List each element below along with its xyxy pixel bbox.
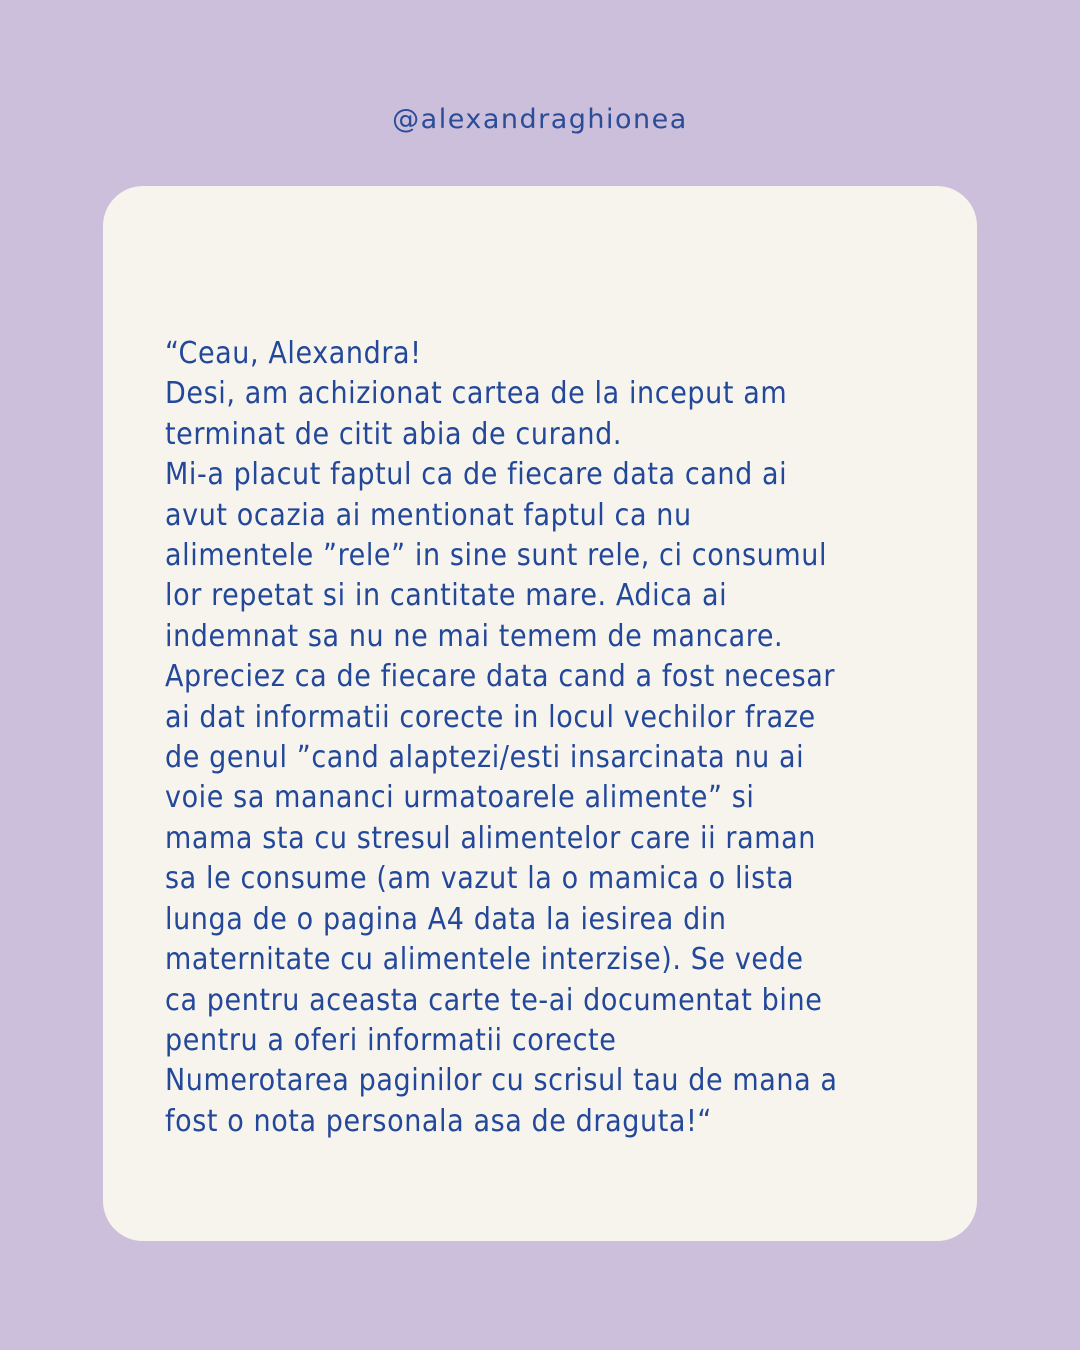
quote-line: mama sta cu stresul alimentelor care ii raman	[165, 820, 816, 856]
quote-line: ca pentru aceasta carte te-ai documentat bine	[165, 982, 823, 1018]
quote-line: avut ocazia ai mentionat faptul ca nu	[165, 497, 692, 533]
quote-line: indemnat sa nu ne mai temem de mancare.	[165, 618, 784, 654]
quote-line: alimentele ”rele” in sine sunt rele, ci consumul	[165, 538, 828, 574]
quote-line: de genul ”cand alaptezi/esti insarcinata nu ai	[165, 740, 805, 776]
quote-line: voie sa mananci urmatoarele alimente” si	[165, 780, 755, 816]
quote-line: “Ceau, Alexandra!	[165, 336, 422, 371]
quote-line: maternitate cu alimentele interzise). Se vede	[165, 942, 804, 978]
quote-line: pentru a oferi informatii corecte	[165, 1022, 617, 1058]
quote-line: fost o nota personala asa de draguta!“	[165, 1103, 712, 1139]
quote-line: Numerotarea paginilor cu scrisul tau de mana a	[165, 1063, 838, 1099]
quote-line: Desi, am achizionat cartea de la inceput am	[165, 376, 788, 412]
testimonial-quote	[165, 334, 935, 1142]
quote-line: Apreciez ca de fiecare data cand a fost necesar	[165, 659, 836, 695]
quote-line: Mi-a placut faptul ca de fiecare data cand ai	[165, 457, 788, 493]
quote-line: terminat de citit abia de curand.	[165, 416, 623, 452]
quote-line: lunga de o pagina A4 data la iesirea din	[165, 901, 727, 937]
instagram-handle: @alexandraghionea	[392, 104, 688, 135]
quote-line: sa le consume (am vazut la o mamica o lista	[165, 861, 795, 897]
quote-line: ai dat informatii corecte in locul vechilor fraze	[165, 699, 816, 735]
quote-line: lor repetat si in cantitate mare. Adica ai	[165, 578, 728, 614]
